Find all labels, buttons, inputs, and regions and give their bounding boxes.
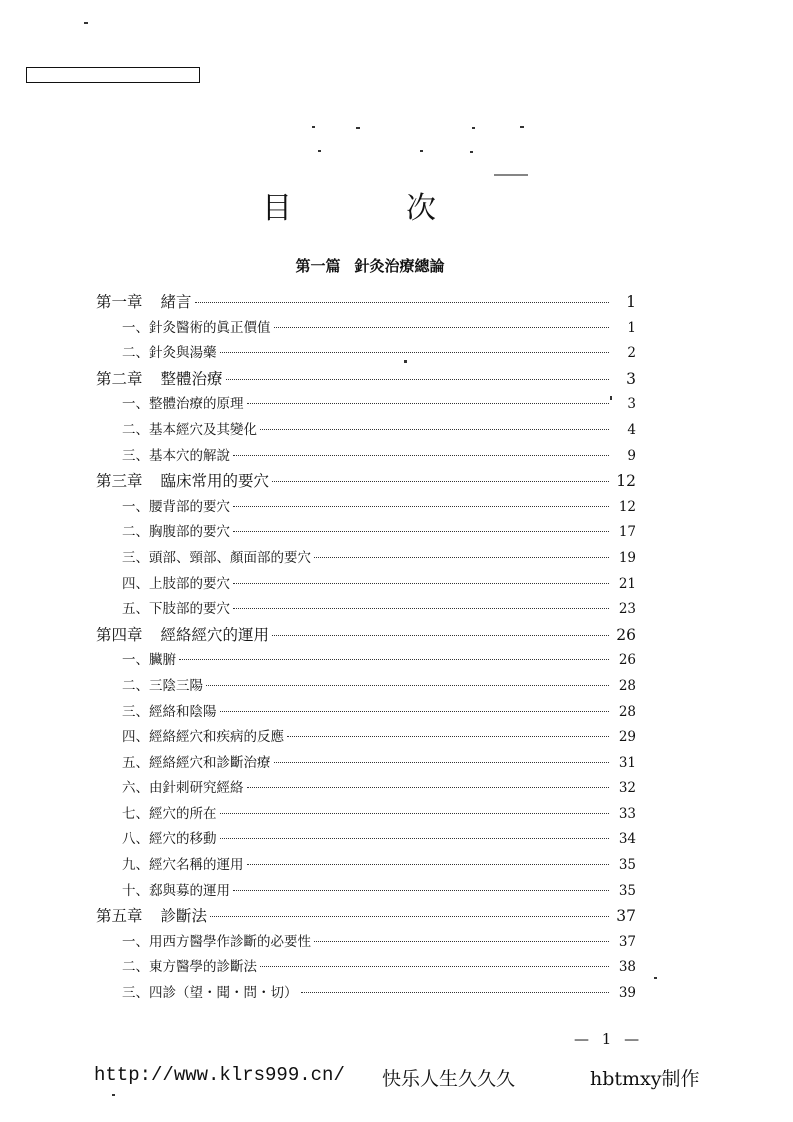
page-number: 26 [618, 652, 636, 669]
page-number: 19 [618, 549, 636, 566]
page-number: 35 [618, 882, 636, 899]
page-number: 37 [618, 933, 636, 950]
toc-section-row [96, 930, 636, 956]
page-number: 4 [627, 421, 636, 438]
chapter-number: 第三章 [96, 472, 143, 491]
section-label: 五、下肢部的要穴 [122, 601, 230, 618]
scan-speck [520, 126, 524, 128]
dot-leader [247, 787, 610, 788]
footer-url[interactable]: http://www.klrs999.cn/ [94, 1064, 345, 1086]
dot-leader [233, 506, 609, 507]
toc-section-row [96, 981, 636, 1007]
dot-leader [233, 531, 609, 532]
dot-leader [195, 302, 609, 303]
section-label: 一、臟腑 [122, 652, 176, 669]
scan-speck [112, 1094, 115, 1096]
toc-section-row [96, 546, 636, 572]
chapter-name: 診斷法 [160, 907, 208, 926]
toc-section-row [96, 802, 636, 828]
section-label: 一、用西方醫學作診斷的必要性 [122, 933, 311, 950]
chapter-name: 經絡經穴的運用 [160, 625, 270, 644]
scan-speck [470, 151, 473, 153]
toc-section-row [96, 700, 636, 726]
dot-leader [314, 557, 609, 558]
toc-chapter-row [96, 469, 636, 495]
page-folio: — 1 — [574, 1030, 644, 1048]
chapter-name: 整體治療 [160, 369, 223, 388]
toc-section-row [96, 520, 636, 546]
dot-leader [220, 711, 610, 712]
page-number: 39 [618, 985, 636, 1002]
page-number: 37 [616, 907, 636, 926]
page-number: 3 [626, 369, 636, 388]
section-label: 三、四診（望・聞・問・切） [122, 985, 298, 1002]
section-label: 二、東方醫學的診斷法 [122, 959, 257, 976]
dot-leader [260, 966, 609, 967]
chapter-number: 第二章 [96, 369, 143, 388]
section-label: 二、三陰三陽 [122, 677, 203, 694]
page-number: 12 [618, 498, 636, 515]
dot-leader [220, 838, 610, 839]
section-label: 三、頭部、頸部、顏面部的要穴 [122, 549, 311, 566]
page-number: 21 [618, 575, 636, 592]
toc-section-row [96, 418, 636, 444]
scan-speck [420, 150, 423, 152]
toc-chapter-row [96, 367, 636, 393]
part-number: 第一篇 [295, 257, 341, 275]
toc-section-row [96, 879, 636, 905]
page-number: 38 [618, 959, 636, 976]
dot-leader [206, 685, 609, 686]
chapter-name: 臨床常用的要穴 [160, 472, 270, 491]
section-label: 一、整體治療的原理 [122, 396, 244, 413]
page-number: 12 [616, 472, 636, 491]
dot-leader [220, 352, 610, 353]
footer-credit: hbtmxy制作 [590, 1068, 700, 1090]
toc-section-row [96, 341, 636, 367]
scan-speck [312, 126, 315, 128]
table-of-contents [96, 290, 636, 1007]
section-label: 四、經絡經穴和疾病的反應 [122, 729, 284, 746]
part-name: 針灸治療總論 [354, 257, 445, 275]
section-label: 三、基本穴的解說 [122, 447, 230, 464]
toc-section-row [96, 316, 636, 342]
page-number: 28 [618, 703, 636, 720]
dot-leader [274, 762, 610, 763]
page-number: 29 [618, 729, 636, 746]
section-label: 二、胸腹部的要穴 [122, 524, 230, 541]
dot-leader [210, 916, 609, 917]
header-box [26, 67, 200, 83]
section-label: 五、經絡經穴和診斷治療 [122, 754, 271, 771]
toc-section-row [96, 597, 636, 623]
toc-chapter-row [96, 623, 636, 649]
dot-leader [233, 608, 609, 609]
toc-title: 目 次 [262, 191, 478, 226]
dot-leader [274, 327, 610, 328]
toc-section-row [96, 572, 636, 598]
chapter-number: 第五章 [96, 907, 143, 926]
section-label: 七、經穴的所在 [122, 805, 217, 822]
section-label: 六、由針刺研究經絡 [122, 780, 244, 797]
page-number: 2 [627, 345, 636, 362]
scan-speck [472, 127, 475, 129]
section-label: 八、經穴的移動 [122, 831, 217, 848]
chapter-number: 第四章 [96, 625, 143, 644]
page-number: 1 [626, 293, 636, 311]
dot-leader [272, 635, 609, 636]
toc-chapter-row [96, 904, 636, 930]
section-label: 二、基本經穴及其變化 [122, 421, 257, 438]
dot-leader [233, 890, 609, 891]
section-label: 一、腰背部的要穴 [122, 498, 230, 515]
part-title [0, 255, 740, 276]
dot-leader [220, 813, 610, 814]
section-label: 二、針灸與湯藥 [122, 345, 217, 362]
page-number: 28 [618, 677, 636, 694]
toc-section-row [96, 955, 636, 981]
page-number: 9 [627, 447, 636, 464]
section-label: 四、上肢部的要穴 [122, 575, 230, 592]
toc-section-row [96, 725, 636, 751]
dot-leader [272, 481, 609, 482]
page-number: 1 [627, 319, 636, 336]
toc-section-row [96, 392, 636, 418]
page-number: 31 [618, 754, 636, 771]
scan-speck [84, 22, 88, 24]
toc-section-row [96, 495, 636, 521]
dot-leader [287, 736, 609, 737]
page-number: 34 [618, 831, 636, 848]
section-label: 十、郄與募的運用 [122, 882, 230, 899]
scan-speck [318, 150, 321, 152]
toc-section-row [96, 648, 636, 674]
section-label: 三、經絡和陰陽 [122, 703, 217, 720]
section-label: 一、針灸醫術的眞正價值 [122, 319, 271, 336]
section-label: 九、經穴名稱的運用 [122, 857, 244, 874]
dot-leader [301, 992, 610, 993]
scan-speck [494, 174, 528, 176]
toc-chapter-row [96, 290, 636, 316]
scan-speck [654, 977, 657, 979]
page-number: 26 [616, 625, 636, 644]
page-number: 3 [627, 396, 636, 413]
page-number: 35 [618, 857, 636, 874]
page-number: 23 [618, 601, 636, 618]
dot-leader [260, 429, 609, 430]
toc-section-row [96, 444, 636, 470]
dot-leader [226, 379, 609, 380]
dot-leader [233, 455, 609, 456]
toc-section-row [96, 751, 636, 777]
toc-section-row [96, 853, 636, 879]
scan-speck [356, 127, 360, 129]
toc-section-row [96, 674, 636, 700]
dot-leader [247, 864, 610, 865]
dot-leader [247, 403, 610, 404]
toc-section-row [96, 776, 636, 802]
chapter-number: 第一章 [96, 293, 143, 311]
page-number: 17 [618, 524, 636, 541]
dot-leader [233, 583, 609, 584]
dot-leader [179, 659, 609, 660]
dot-leader [314, 941, 609, 942]
chapter-name: 緒言 [160, 293, 192, 311]
page-number: 33 [618, 805, 636, 822]
footer-slogan: 快乐人生久久久 [382, 1068, 516, 1090]
page-number: 32 [618, 780, 636, 797]
toc-section-row [96, 827, 636, 853]
